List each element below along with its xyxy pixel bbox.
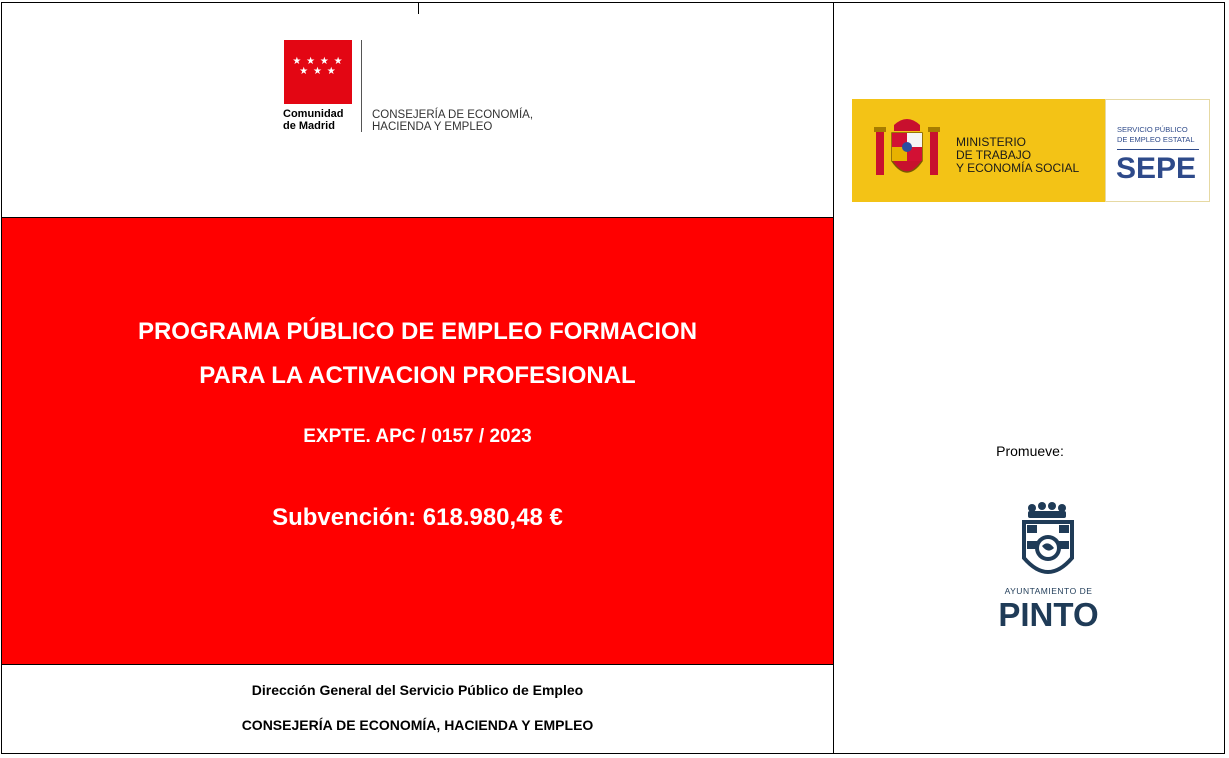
- cm-logo-separator: [361, 40, 362, 132]
- top-tick-mark: [418, 2, 419, 14]
- vertical-divider: [833, 2, 834, 754]
- program-title-line2: PARA LA ACTIVACION PROFESIONAL: [199, 362, 636, 389]
- pinto-ayuntamiento-label: AYUNTAMIENTO DE: [1004, 586, 1093, 596]
- sepe-logo: [1105, 99, 1210, 202]
- ayuntamiento-pinto-logo: [986, 502, 1111, 634]
- expediente-number: EXPTE. APC / 0157 / 2023: [303, 426, 532, 447]
- comunidad-madrid-logo: [284, 40, 352, 104]
- sepe-wordmark: SEPE: [1116, 152, 1197, 185]
- pinto-shield-icon: [986, 502, 1111, 586]
- madrid-stars-icon: ★ ★ ★ ★ ★ ★ ★: [292, 56, 344, 77]
- top-divider: [1, 217, 834, 218]
- ministerio-sepe-logo: [852, 99, 1210, 202]
- sepe-subtitle: SERVICIO PÚBLICO DE EMPLEO ESTATAL: [1117, 125, 1195, 144]
- pinto-wordmark: PINTO: [998, 596, 1099, 633]
- subvencion-amount: Subvención: 618.980,48 €: [272, 504, 563, 531]
- cm-department: CONSEJERÍA DE ECONOMÍA, HACIENDA Y EMPLEO: [372, 109, 534, 133]
- promueve-label: Promueve:: [996, 443, 1064, 459]
- sepe-divider: [1117, 149, 1199, 150]
- cm-logo-name: Comunidad de Madrid: [283, 108, 344, 132]
- bottom-divider: [1, 664, 834, 665]
- footer-consejeria: CONSEJERÍA DE ECONOMÍA, HACIENDA Y EMPLEO: [241, 717, 594, 733]
- program-title-line1: PROGRAMA PÚBLICO DE EMPLEO FORMACION: [137, 318, 698, 345]
- ministerio-text: MINISTERIO DE TRABAJO Y ECONOMÍA SOCIAL: [956, 135, 1080, 175]
- spain-coat-of-arms-icon: [874, 113, 940, 187]
- footer-direccion-general: Dirección General del Servicio Público de Empleo: [251, 682, 584, 698]
